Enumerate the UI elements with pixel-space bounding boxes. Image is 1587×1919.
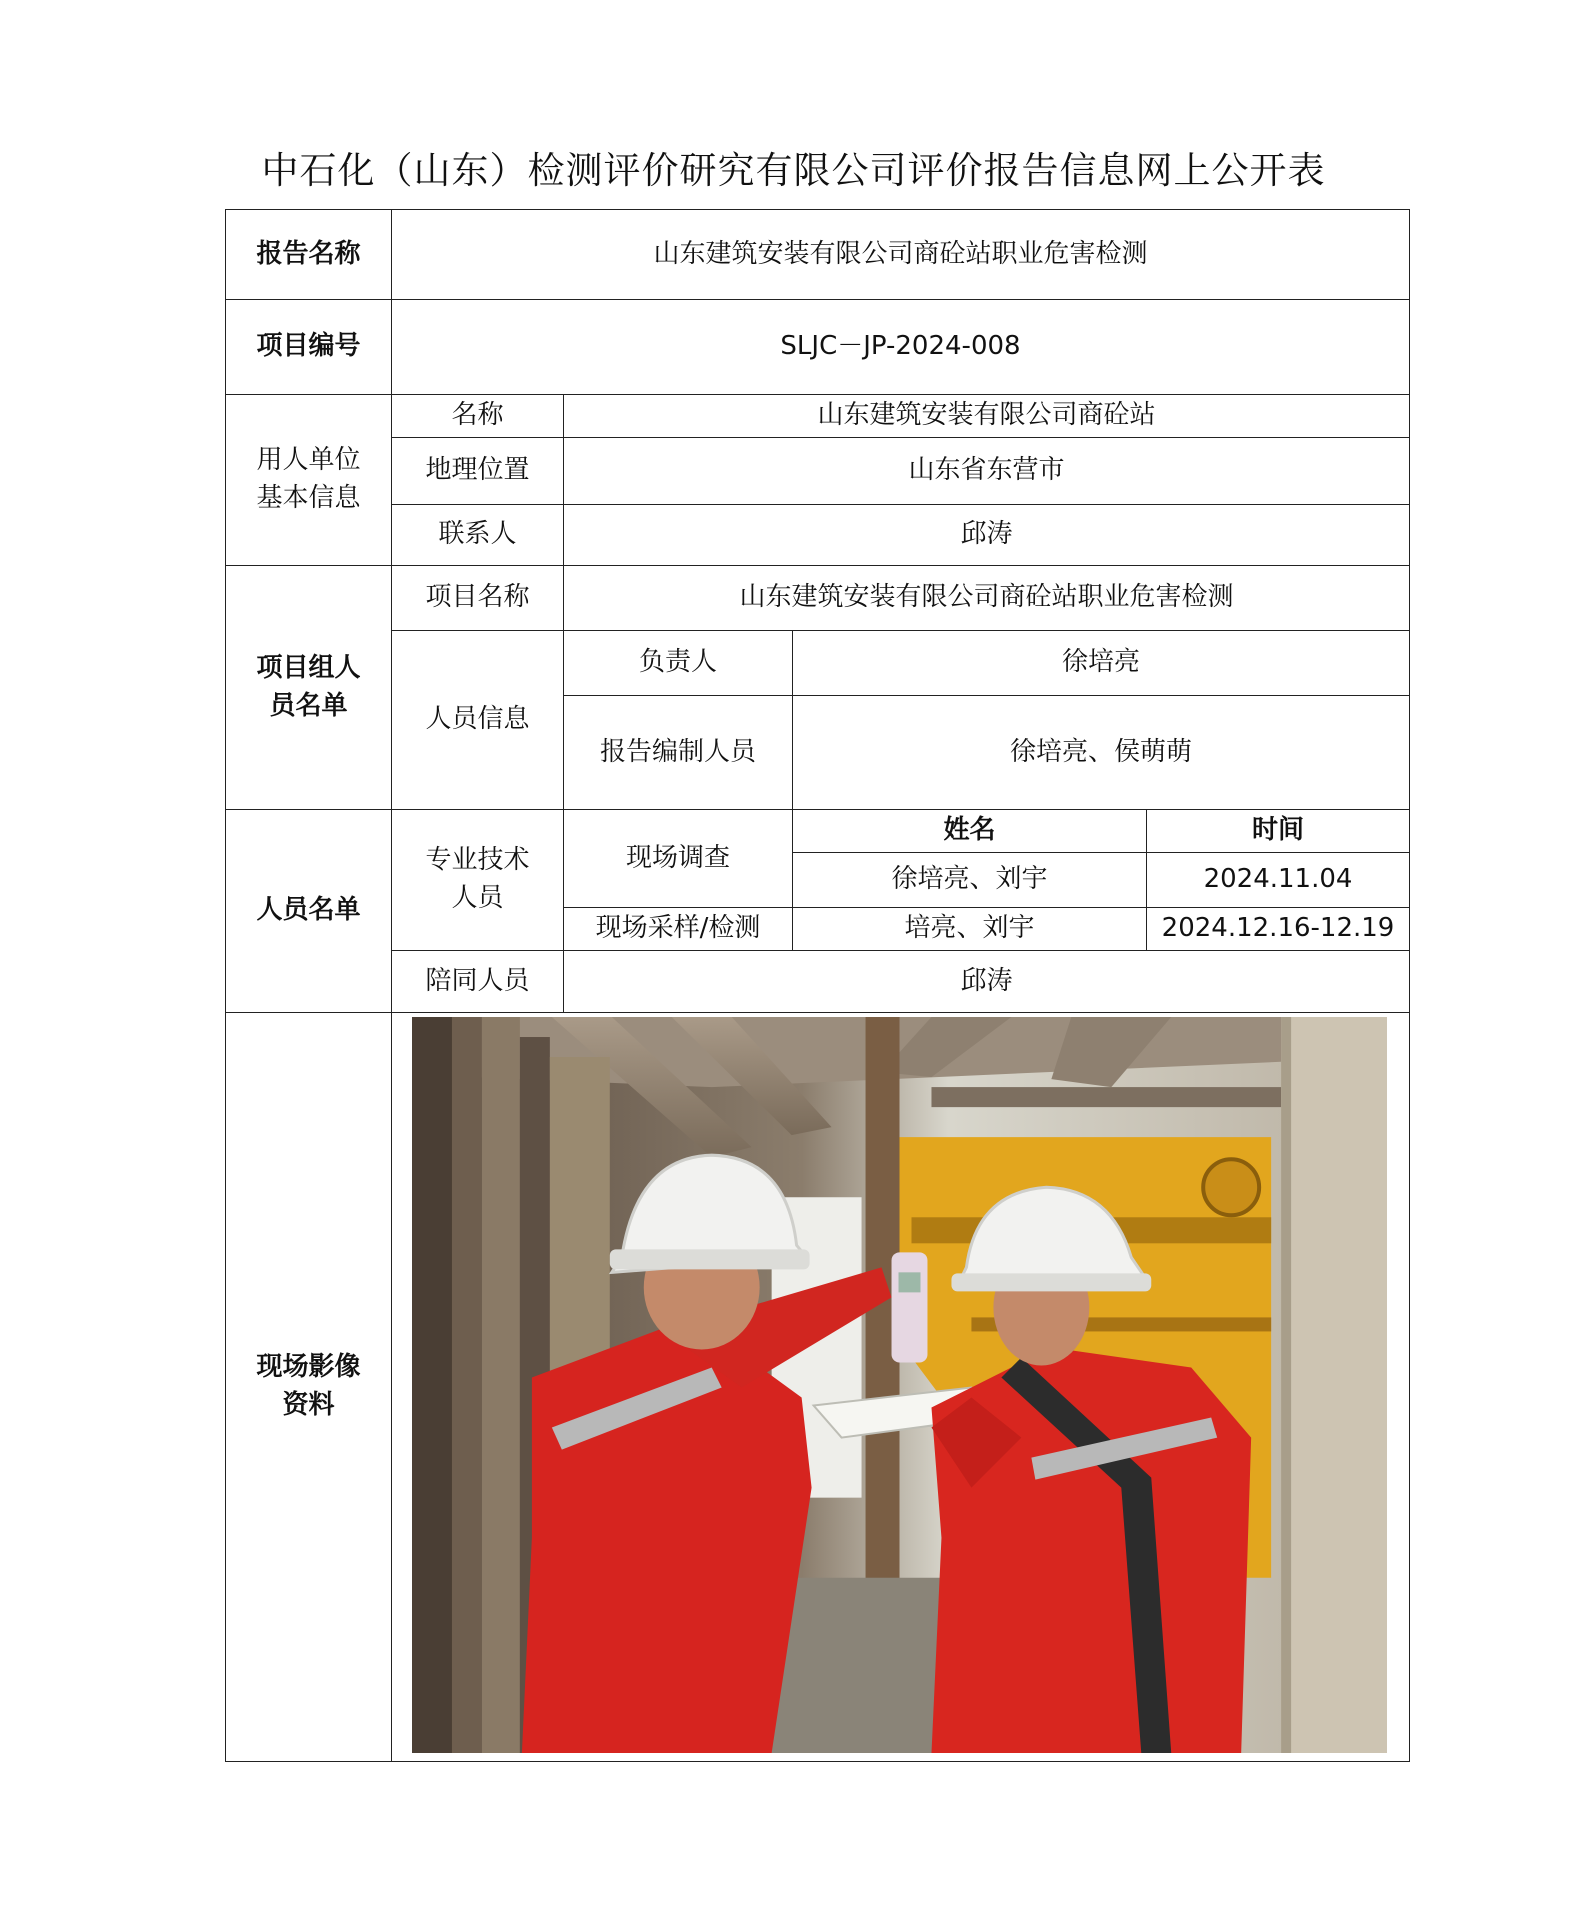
photo-section-label <box>226 1013 392 1762</box>
leader-label: 负责人 <box>564 631 793 696</box>
employer-location-label: 地理位置 <box>392 438 564 505</box>
staff-section-label: 人员名单 <box>226 810 392 1013</box>
sampling-label: 现场采样/检测 <box>564 908 793 951</box>
employer-section-label-line2: 基本信息 <box>256 483 361 513</box>
survey-label: 现场调查 <box>564 810 793 908</box>
row-site-photo <box>226 1013 1410 1762</box>
row-project-number <box>226 300 1410 395</box>
sampling-time: 2024.12.16-12.19 <box>1147 908 1410 951</box>
tech-staff-label-line2: 人员 <box>451 883 504 913</box>
employer-section-label-line1: 用人单位 <box>256 445 361 476</box>
disclosure-table <box>225 209 1410 1762</box>
editors-value: 徐培亮、侯萌萌 <box>793 696 1410 810</box>
photo-cell <box>392 1013 1410 1762</box>
row-team-leader <box>226 631 1410 696</box>
escort-label: 陪同人员 <box>392 951 564 1013</box>
survey-time: 2024.11.04 <box>1147 853 1410 908</box>
row-staff-header <box>226 810 1410 853</box>
employer-location-value: 山东省东营市 <box>564 438 1410 505</box>
row-escort <box>226 951 1410 1013</box>
employer-section-label <box>226 395 392 566</box>
row-employer-name <box>226 395 1410 438</box>
row-report-name <box>226 210 1410 300</box>
survey-names: 徐培亮、刘宇 <box>793 853 1147 908</box>
escort-value: 邱涛 <box>564 951 1410 1013</box>
personnel-info-label: 人员信息 <box>392 631 564 810</box>
document-title: 中石化（山东）检测评价研究有限公司评价报告信息网上公开表 <box>261 149 1326 192</box>
photo-section-label-line2: 资料 <box>282 1390 335 1420</box>
team-section-label-line2: 员名单 <box>269 690 348 721</box>
employer-name-label: 名称 <box>392 395 564 438</box>
row-employer-contact <box>226 505 1410 566</box>
report-name-label: 报告名称 <box>226 210 392 300</box>
editors-label: 报告编制人员 <box>564 696 793 810</box>
tech-staff-label <box>392 810 564 951</box>
row-employer-location <box>226 438 1410 505</box>
site-photo <box>412 1017 1387 1753</box>
photo-section-label-line1: 现场影像 <box>256 1352 361 1383</box>
employer-name-value: 山东建筑安装有限公司商砼站 <box>564 395 1410 438</box>
employer-contact-value: 邱涛 <box>564 505 1410 566</box>
team-section-label-line1: 项目组人 <box>256 652 361 683</box>
team-project-name-label: 项目名称 <box>392 566 564 631</box>
report-name-value: 山东建筑安装有限公司商砼站职业危害检测 <box>392 210 1410 300</box>
project-number-value: SLJC－JP-2024-008 <box>392 300 1410 395</box>
leader-value: 徐培亮 <box>793 631 1410 696</box>
column-header-name: 姓名 <box>793 810 1147 853</box>
row-team-project-name <box>226 566 1410 631</box>
employer-contact-label: 联系人 <box>392 505 564 566</box>
column-header-time: 时间 <box>1147 810 1410 853</box>
team-section-label <box>226 566 392 810</box>
sampling-names: 培亮、刘宇 <box>793 908 1147 951</box>
tech-staff-label-line1: 专业技术 <box>425 845 530 876</box>
team-project-name-value: 山东建筑安装有限公司商砼站职业危害检测 <box>564 566 1410 631</box>
project-number-label: 项目编号 <box>226 300 392 395</box>
